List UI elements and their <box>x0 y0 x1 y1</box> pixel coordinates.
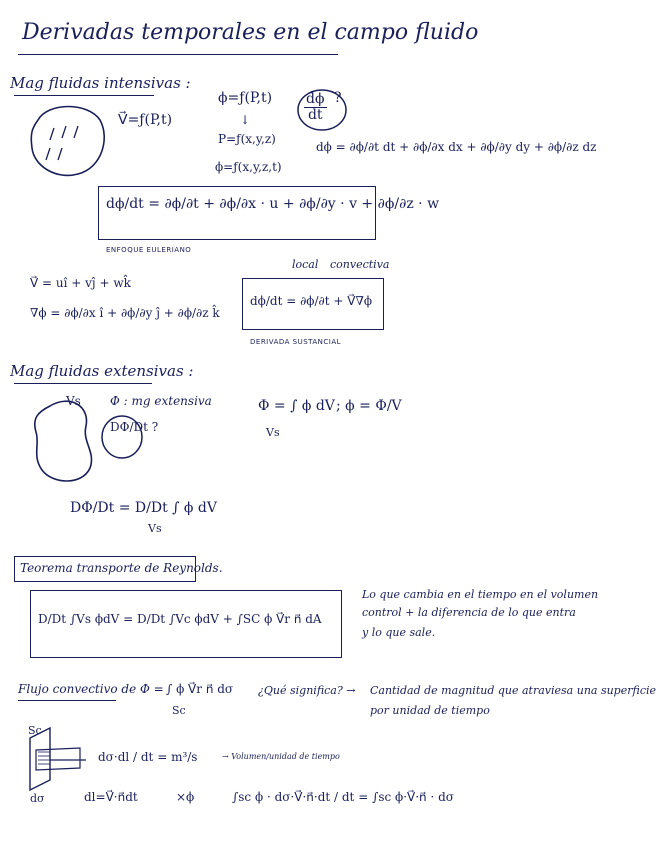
question-mark: ? <box>334 90 342 106</box>
sustancial-equation: dϕ/dt = ∂ϕ/∂t + V⃗∇ϕ <box>250 294 372 308</box>
fluid-blob-diagram <box>28 100 108 180</box>
sc-label: Sc <box>28 724 42 737</box>
enfoque-euleriano-label: ENFOQUE EULERIANO <box>106 246 192 254</box>
v-definition: V⃗=ƒ(P,t) <box>118 112 173 128</box>
reynolds-explain-2: control + la diferencia de lo que entra <box>362 606 576 619</box>
reynolds-explain-3: y lo que sale. <box>362 626 436 639</box>
down-arrow: ↓ <box>240 113 251 127</box>
volume-rate: dσ·dl / dt = m³/s <box>98 750 198 764</box>
phi-ratio: ; ϕ = Φ/V <box>336 398 402 414</box>
phi-xyz-definition: ϕ=ƒ(x,y,z,t) <box>215 160 282 174</box>
final-expression: ∫sc ϕ · dσ·V⃗·n⃗·dt / dt = ∫sc ϕ·V⃗·n⃗ · dσ <box>232 790 454 804</box>
phi-extensiva-label: Φ : mg extensiva <box>110 394 212 408</box>
flujo-answer-1: Cantidad de magnitud que atraviesa una superficie <box>370 684 656 697</box>
section-flujo: Flujo convectivo de Φ = <box>18 682 164 696</box>
local-label: local <box>292 258 319 271</box>
total-differential: dϕ = ∂ϕ/∂t dt + ∂ϕ/∂x dx + ∂ϕ/∂y dy + ∂ϕ/∂z dz <box>316 140 597 154</box>
p-definition: P=ƒ(x,y,z) <box>218 132 276 146</box>
phi-integral-sub: Vs <box>266 426 280 439</box>
reynolds-equation: D/Dt ∫Vs ϕdV = D/Dt ∫Vc ϕdV + ∫SC ϕ V⃗r n⃗ dA <box>38 612 322 626</box>
section-extensivas: Mag fluidas extensivas : <box>10 362 194 380</box>
times-phi: ×ϕ <box>176 790 195 804</box>
DPhi-equation: DΦ/Dt = D/Dt ∫ ϕ dV <box>70 500 217 516</box>
intensivas-underline <box>14 95 154 96</box>
flujo-question: ¿Qué significa? → <box>258 684 356 697</box>
control-volume-blob <box>30 396 100 486</box>
dsigma-label: dσ <box>30 792 45 805</box>
flujo-answer-2: por unidad de tiempo <box>370 704 490 717</box>
volume-rate-note: → Volumen/unidad de tiempo <box>222 752 340 761</box>
convectiva-label: convectiva <box>330 258 390 271</box>
gradient-definition: ∇ϕ = ∂ϕ/∂x î + ∂ϕ/∂y ĵ + ∂ϕ/∂z k̂ <box>30 306 220 320</box>
section-reynolds: Teorema transporte de Reynolds. <box>20 561 223 575</box>
eulerian-box <box>98 186 376 240</box>
flujo-integral: ∫ ϕ V⃗r n⃗ dσ <box>166 682 234 696</box>
DPhi-sub: Vs <box>148 522 162 535</box>
phi-definition: ϕ=ƒ(P,t) <box>218 90 273 106</box>
page-title: Derivadas temporales en el campo fluido <box>22 20 479 45</box>
dl-definition: dl=V⃗·n⃗dt <box>84 790 138 804</box>
phi-integral: Φ = ∫ ϕ dV <box>258 398 335 414</box>
title-underline <box>18 54 338 55</box>
flujo-underline <box>18 700 116 701</box>
derivada-sustancial-label: DERIVADA SUSTANCIAL <box>250 338 342 346</box>
vs-label: Vs <box>66 394 81 408</box>
dphi-dt-question-ext: DΦ/Dt ? <box>110 420 159 434</box>
reynolds-explain-1: Lo que cambia en el tiempo en el volumen <box>362 588 599 601</box>
velocity-components: V⃗ = uî + vĵ + wk̂ <box>30 276 131 290</box>
extensivas-underline <box>14 383 152 384</box>
section-intensivas: Mag fluidas intensivas : <box>10 74 191 92</box>
eulerian-equation: dϕ/dt = ∂ϕ/∂t + ∂ϕ/∂x · u + ∂ϕ/∂y · v + ∂ϕ/∂z · w <box>106 196 440 212</box>
flujo-integral-sub: Sc <box>172 704 186 717</box>
dphi-dt-question: $\frac{d\phi}{dt}$ <box>306 91 325 124</box>
